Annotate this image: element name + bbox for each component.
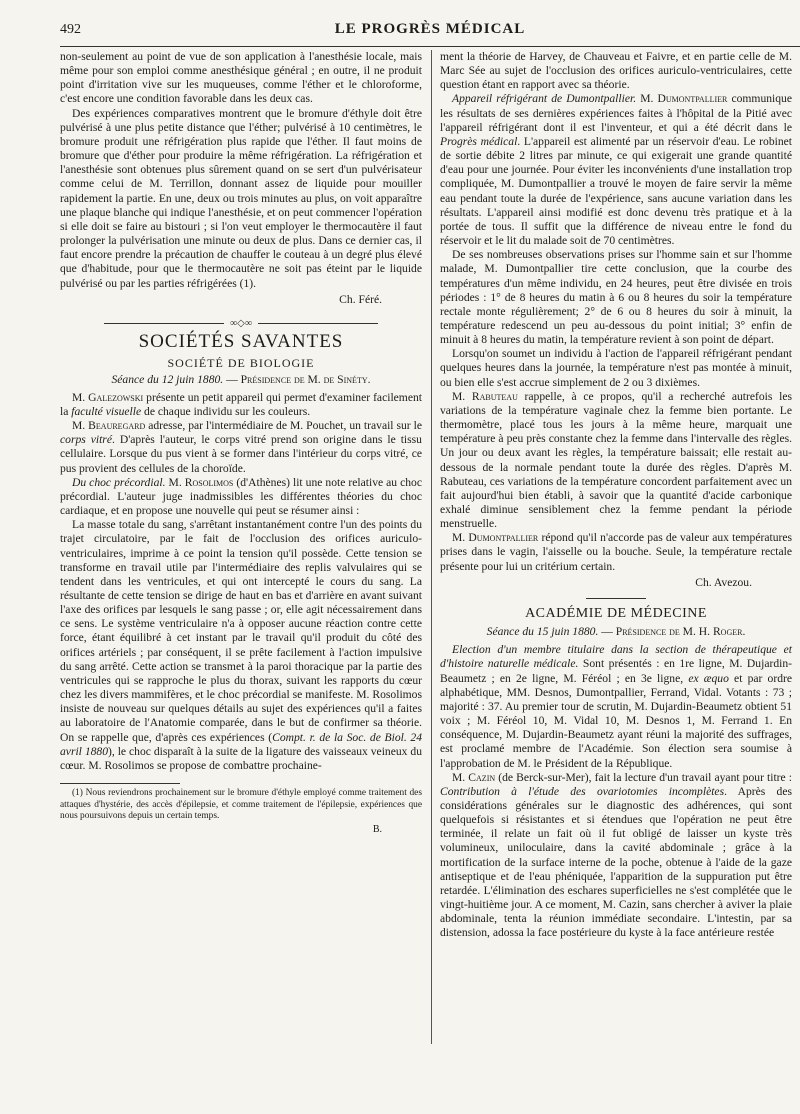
paragraph: ment la théorie de Harvey, de Chauveau et Faivre, et en partie celle de M. Marc Sée au sujet de l'occlusion des orifices auriculo-ventriculaires, cette question étant en rapport avec sa théorie. xyxy=(440,50,792,92)
text-run: . Après des considérations générales sur le diagnostic des adhérences, qui sont quelquefois si résistantes et si étendues que l'opération ne peut être terminée, il relate un fait où il fut obligé de laisser un kyste très volumineux, uniloculaire, dans la cavité abdominale ; grâce à la mortification de la surface interne de la poche, obtenue à l'aide de la gaze antiseptique et de l'eau phéniquée, l'apparition de la suppuration put être retardée. L'élimination des eschares superficielles ne s'est complétée que le vingt-huitième jour. A ce moment, M. Cazin, sans chercher à aviver la plaie abdominale, tenta la réunion immédiate secondaire. L'intestin, par sa distension, adossa la face postérieure du kyste à la face antérieure restée xyxy=(440,784,792,940)
text-run: . D'après l'auteur, le corps vitré prend son origine dans le tissu cellulaire. Lorsque du pus vient à se former dans l'intérieur du corps vitré, ce pus provient des cellules de la choroïde. xyxy=(60,433,422,475)
footnote-rule xyxy=(60,783,180,784)
text-run: présente un petit appareil qui permet d'examiner facilement la xyxy=(60,390,422,418)
session-presidency: — Présidence de M. de Sinéty. xyxy=(223,372,371,386)
paragraph: De ses nombreuses observations prises sur l'homme sain et sur l'homme malade, M. Dumontpallier tire cette conclusion, que la courbe des températures d'un même individu, en 24 heures, peut être divisée en trois périodes : 1° de 8 heures du matin à 6 ou 8 heures du soir la température rectale monte régulièrement; 2° de 6 ou 8 heures du soir à minuit, la température redescend un peu au-dessous du point initial; 3° enfin de minuit à 8 heures du matin, la température revient à son point de départ. xyxy=(440,248,792,347)
text-run: (de Berck-sur-Mer), fait la lecture d'un travail ayant pour titre : xyxy=(495,770,792,784)
author-name: M. Dumontpallier xyxy=(636,92,728,106)
work-title: Contribution à l'étude des ovariotomies incomplètes xyxy=(440,784,725,798)
session-presidency: — Présidence de M. H. Roger. xyxy=(598,625,746,639)
emphasis: faculté visuelle xyxy=(71,404,142,418)
author-name: M. Dumontpallier xyxy=(452,531,539,545)
author-name: M. Cazin xyxy=(452,770,496,784)
paragraph xyxy=(60,419,422,476)
text-run: répond qu'il n'accorde pas de valeur aux températures prises dans le vagin, l'aisselle ou la bouche. Seule, la température rectale présente pour lui un critérium certain. xyxy=(440,531,793,573)
text-run: adresse, par l'intermédiaire de M. Pouchet, un travail sur le xyxy=(145,419,423,433)
paragraph xyxy=(440,92,792,248)
paragraph: Lorsqu'on soumet un individu à l'action de l'appareil réfrigérant pendant quelques heures dans la journée, la température n'est pas montée à minuit, ou bien elle s'est accrue simplement de 2 ou 3 dixièmes. xyxy=(440,347,792,389)
right-column xyxy=(440,50,792,941)
paragraph-title: Election d'un membre titulaire dans la section de thérapeutique et d'histoire naturelle médicale. xyxy=(440,643,792,671)
citation: Progrès médical xyxy=(440,134,518,148)
paragraph-title: Appareil réfrigérant de Dumontpallier. xyxy=(452,92,637,106)
page-number: 492 xyxy=(60,22,81,37)
footnote-signature: B. xyxy=(372,823,382,835)
text-run: ), le choc disparaît à la suite de la ligature des vaisseaux veineux du cœur. M. Rosolimos se propose de combattre prochaine- xyxy=(60,744,422,772)
paragraph xyxy=(60,391,422,419)
column-divider xyxy=(431,50,432,1044)
paragraph xyxy=(440,531,792,573)
signature: Ch. Féré. xyxy=(339,292,382,306)
text-run: communique les résultats de ses dernières expériences faites à l'hôpital de la Pitié avec l'appareil réfrigérant dont il est l'inventeur, et qui a été décrit dans le xyxy=(440,92,792,134)
text-run: . L'appareil est alimenté par un réservoir d'eau. Le robinet de sortie débite 2 litres par minute, ce qui exigerait une grande quantité d'eau pour une journée. Pour éviter les inconvénients d'une installation trop compliquée, M. Dumontpallier a trouvé le moyen de faire servir la même eau pendant toute la durée de l'expérience, sans aucune variation dans les résultats. L'appareil ainsi modifié est donc devenu très pratique et à la portée de tous. Il suffit que la différence de niveau entre le fond du réservoir et le lit du malade soit de 70 centimètres. xyxy=(440,134,792,248)
footnote: (1) Nous reviendrons prochainement sur le bromure d'éthyle employé comme traitement des attaques d'hystérie, des accès d'épilepsie, et comme traitement de l'épilepsie, expériences que nous poursuivons depuis un certain temps. xyxy=(60,788,422,822)
session-line xyxy=(60,373,422,387)
citation: Compt. r. de la Soc. de Biol. 24 avril 1880 xyxy=(60,730,422,758)
author-name: M. Galezowski xyxy=(72,390,144,404)
session-date: Séance du 15 juin 1880. xyxy=(486,625,599,639)
paragraph: Des expériences comparatives montrent que le bromure d'éthyle doit être pulvérisé à une plus petite distance que l'éther; pulvérisé à 10 centimètres, le bromure produit une réfrigération plus rapide que l'éther. Il faut moins de bromure que d'éther pour produire la même réfrigération. La réfrigération et l'anesthésie sont obtenues plus sûrement quand on se sert d'un pulvérisateur comme celui de M. Terrillon, donnant assez de liquide pour mouiller rapidement la partie. En une, deux ou trois minutes au plus, on voit apparaître une plaque blanche qui indique l'anesthésie, et on peut commencer l'opération si elle doit se faire au bistouri ; si l'on veut employer le thermocautère il faut prolonger la pulvérisation une minute ou deux de plus. Dans ce dernier cas, il faut encore prendre la précaution de chauffer le couteau à un degré plus élevé que d'habitude, pour que le thermocautère ne soit pas éteint par le liquide pulvérisé ou par les parties réfrigérées (1). xyxy=(60,106,422,290)
sub-heading: SOCIÉTÉ DE BIOLOGIE xyxy=(167,355,315,370)
paragraph xyxy=(60,476,422,518)
section-rule xyxy=(586,598,646,599)
emphasis: corps vitré xyxy=(60,433,112,447)
author-name: M. Rabuteau xyxy=(452,389,518,403)
text-run: Sont présentés : en 1re ligne, M. Dujardin-Beaumetz ; en 2e ligne, M. Féréol ; en 3e ligne, xyxy=(440,657,792,685)
paragraph-title: Du choc précordial. xyxy=(72,475,166,489)
text-run: et par ordre alphabétique, MM. Desnos, Dumontpallier, Ferrand, Vidal. Votants : 73 ; majorité : 37. Au premier tour de scrutin, M. Dujardin-Beaumetz obtient 51 voix ; M. Féréol 10, M. Vidal 10, M. Desnos 1, M. Ferrand 1. En conséquence, M. Dujardin-Beaumetz ayant réuni la majorité des suffrages, est proclamé membre de l'Académie. Son élection sera soumise à l'approbation de M. le Président de la République. xyxy=(440,671,792,770)
paragraph xyxy=(60,518,422,773)
section-heading: ACADÉMIE DE MÉDECINE xyxy=(525,605,707,621)
section-heading: SOCIÉTÉS SAVANTES xyxy=(138,331,344,353)
text-run: de chaque individu sur les couleurs. xyxy=(141,404,311,418)
emphasis: ex æquo xyxy=(688,671,729,685)
paragraph xyxy=(440,771,792,941)
left-column xyxy=(60,50,422,837)
text-run: rappelle, à ce propos, qu'il a recherché autrefois les variations de la température vaginale chez la femme bien portante. Le thermomètre, placé tous les jours à la même heure, marquait une température à peu près constante chez la femme dans l'intervalle des règles. Un jour ou deux avant les règles, la température baissait; elle restait au-dessous de la normale pendant toute la durée des règles. D'après M. Rabuteau, ces variations de la température concordent parfaitement avec un fait aujourd'hui bien établi, à savoir que la quantité d'acide carbonique exhalé diminue sensiblement chez la femme pendant la période menstruelle. xyxy=(440,389,792,531)
page-header xyxy=(60,18,800,44)
ornament-divider: ∞◇∞ xyxy=(60,317,422,332)
text-run: La masse totale du sang, s'arrêtant instantanément contre l'un des points du trajet circulatoire, par le fait de l'occlusion des orifices auriculo-ventriculaires, imprime à ce point la tension qu'il possède. Cette tension se transforme en travail utile par l'intermédiaire des replis valvulaires qui se tendent dans les ventricules, et qui ont intercepté le cours du sang. La résultante de cette tension se dirige de haut en bas et d'arrière en avant suivant l'axe des orifices par lesquels le sang passe ; or, elle agit nécessairement dans ce sens. Le système ventriculaire n'a à opposer aucune réaction contre cette force, étant équilibré à cet instant par le travail qu'il produit du côté des orifices artériels ; par conséquent, il se prête facilement à l'action impulsive du sang arrêté. Cette action se transmet à la paroi thoracique par la partie des ventricules qui se rapproche le plus du thorax, suivant les rapports du cœur chez les divers mammifères, et le choc précordial se manifeste. M. Rosolimos insiste de nouveau sur quelques détails au sujet des expériences qu'il a faites au laboratoire de l'Anatomie comparée, dans le but de confirmer sa théorie. On se rappelle que, d'après ces expériences ( xyxy=(60,518,422,744)
author-name: M. Beauregard xyxy=(72,419,146,433)
paragraph: non-seulement au point de vue de son application à l'anesthésie locale, mais même pour son emploi comme anesthésique général ; en outre, il ne produit point d'irritation vive sur les muqueuses, comme l'éther et le chloroforme, c'est encore une condition favorable dans les deux cas. xyxy=(60,50,422,106)
running-title: LE PROGRÈS MÉDICAL xyxy=(334,21,526,37)
session-date: Séance du 12 juin 1880. xyxy=(111,372,224,386)
header-rule xyxy=(60,46,800,47)
text-run: (d'Athènes) lit une note relative au choc précordial. L'auteur juge inadmissibles les différentes théories du choc cardiaque, et en propose une nouvelle qui peut se résumer ainsi : xyxy=(60,475,422,518)
author-name: M. Rosolimos xyxy=(165,475,234,489)
paragraph xyxy=(440,390,792,532)
paragraph xyxy=(440,643,792,770)
session-line xyxy=(440,625,792,639)
signature: Ch. Avezou. xyxy=(695,575,752,589)
